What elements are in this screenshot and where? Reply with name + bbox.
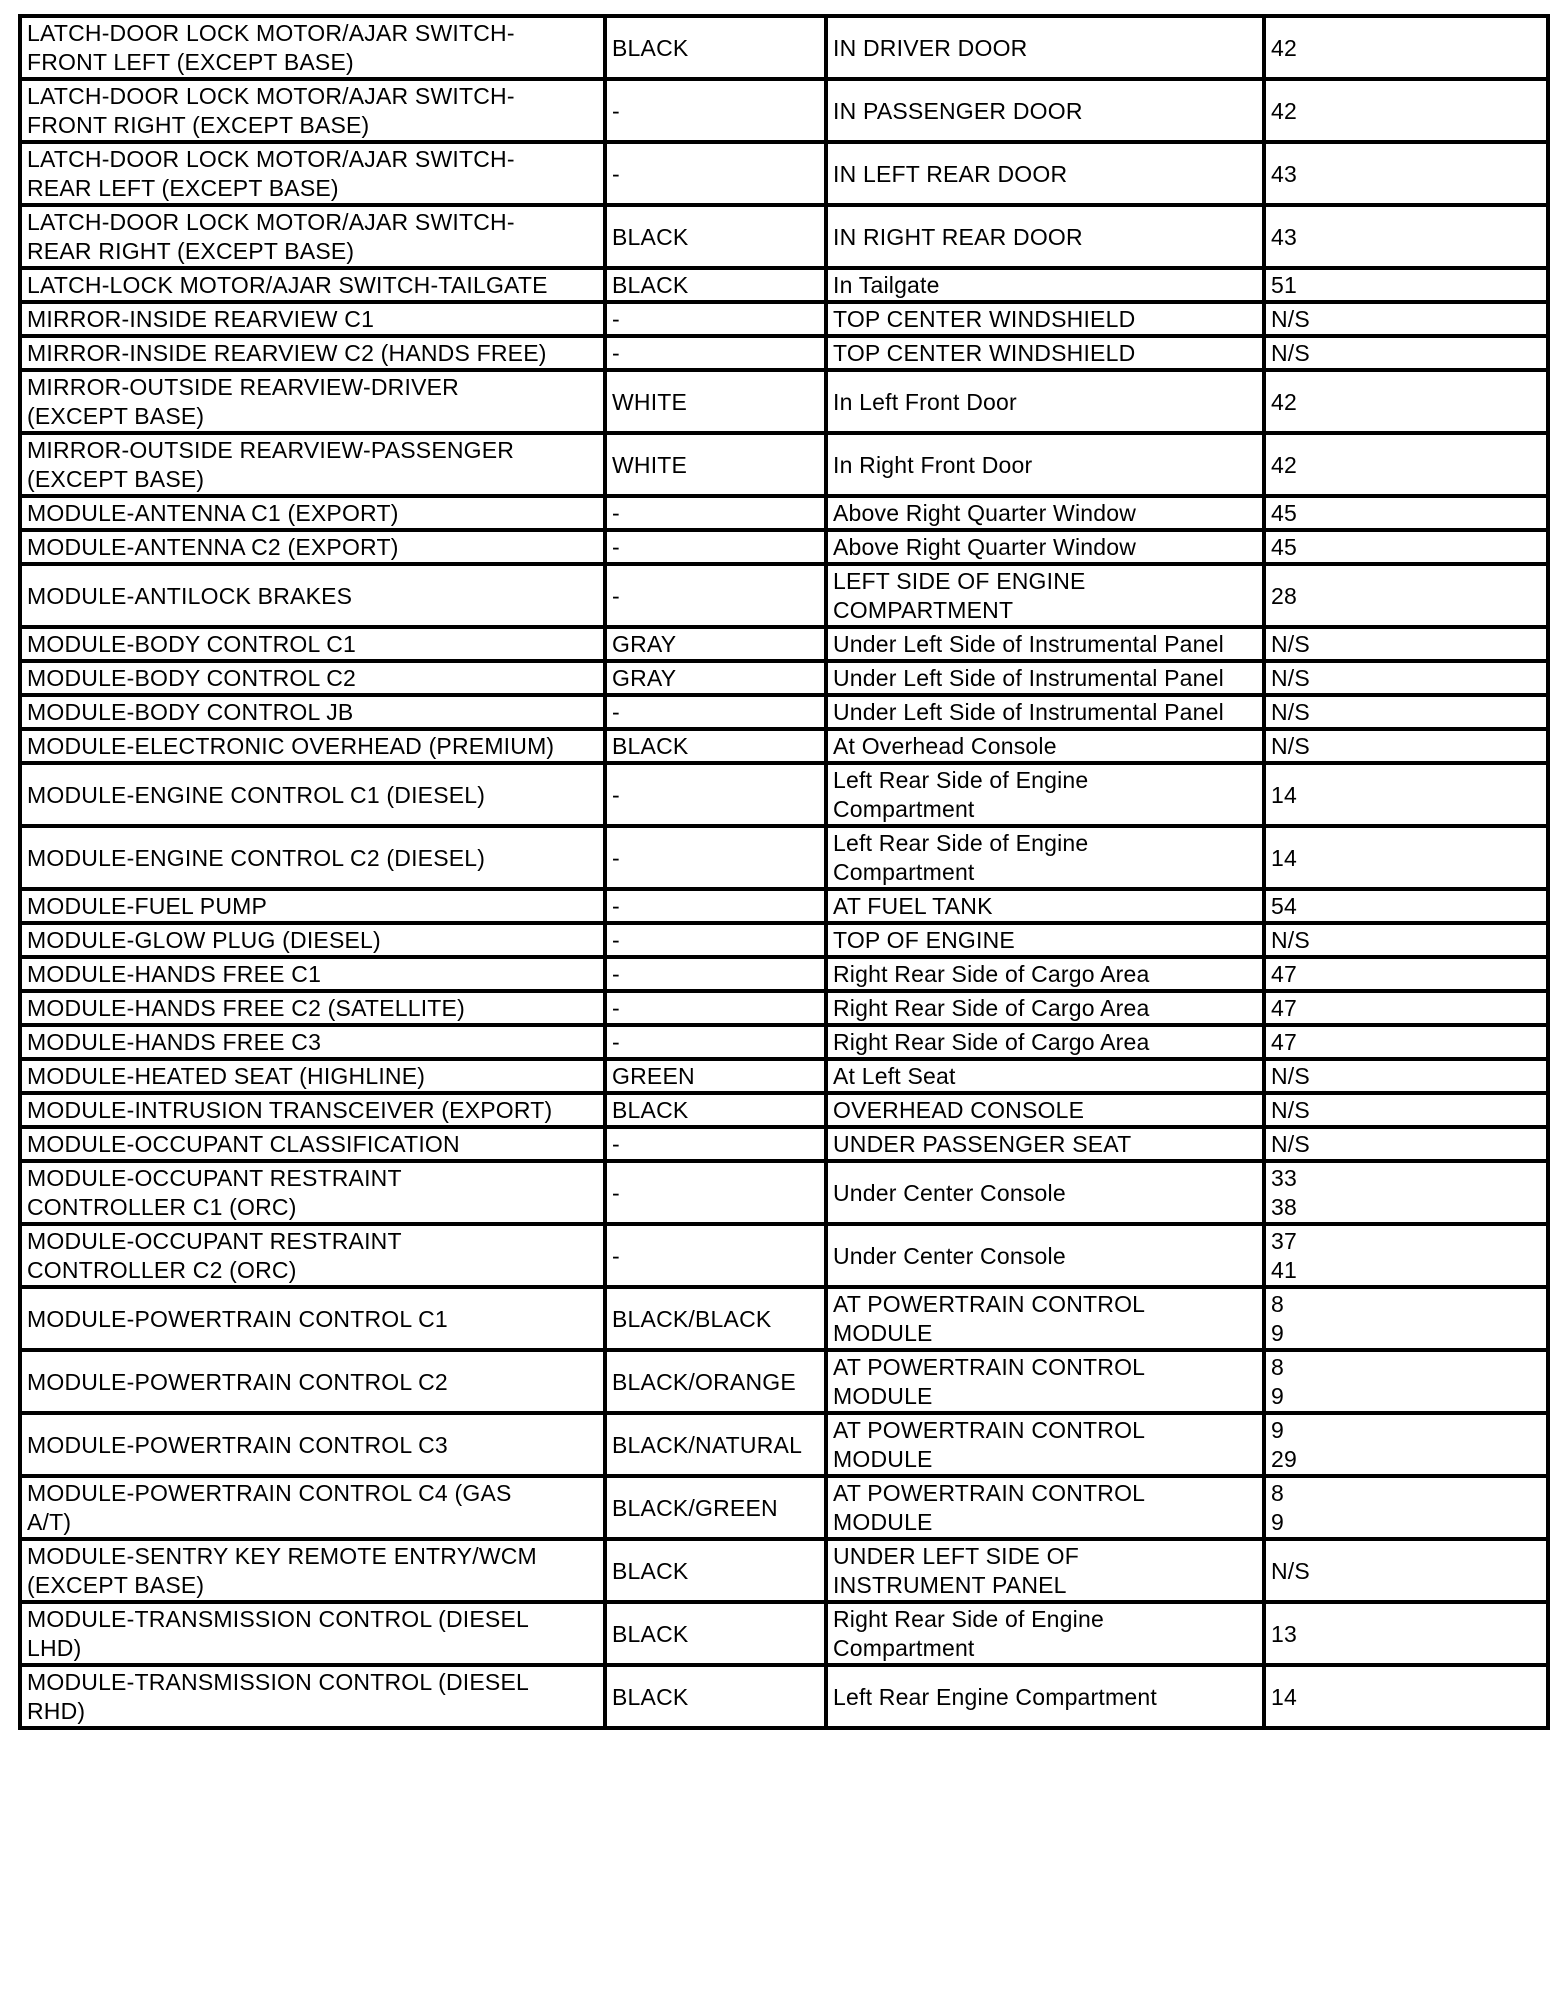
table-row [20, 627, 1548, 661]
table-row [20, 1127, 1548, 1161]
figure-number-cell: 51 [1264, 268, 1548, 302]
table-row [20, 695, 1548, 729]
component-name-cell: MODULE-POWERTRAIN CONTROL C1 [20, 1287, 605, 1350]
component-name-cell: MIRROR-INSIDE REARVIEW C2 (HANDS FREE) [20, 336, 605, 370]
figure-number-cell: 47 [1264, 1025, 1548, 1059]
location-cell: Right Rear Side of Cargo Area [826, 957, 1264, 991]
figure-number-cell: N/S [1264, 923, 1548, 957]
table-row [20, 1539, 1548, 1602]
figure-number-cell: 28 [1264, 564, 1548, 627]
table-row [20, 729, 1548, 763]
figure-number-cell: 54 [1264, 889, 1548, 923]
connector-color-cell: - [605, 763, 826, 826]
location-cell: AT POWERTRAIN CONTROL MODULE [826, 1476, 1264, 1539]
connector-color-cell: BLACK [605, 1602, 826, 1665]
figure-number-cell: 8 9 [1264, 1476, 1548, 1539]
figure-number-cell: N/S [1264, 1127, 1548, 1161]
location-cell: AT POWERTRAIN CONTROL MODULE [826, 1287, 1264, 1350]
component-name-cell: MODULE-POWERTRAIN CONTROL C3 [20, 1413, 605, 1476]
location-cell: Left Rear Side of Engine Compartment [826, 763, 1264, 826]
table-row [20, 923, 1548, 957]
figure-number-cell: N/S [1264, 661, 1548, 695]
figure-number-cell: N/S [1264, 729, 1548, 763]
component-name-cell: MODULE-ENGINE CONTROL C2 (DIESEL) [20, 826, 605, 889]
connector-color-cell: BLACK/GREEN [605, 1476, 826, 1539]
table-row [20, 661, 1548, 695]
figure-number-cell: 43 [1264, 142, 1548, 205]
location-cell: In Right Front Door [826, 433, 1264, 496]
location-cell: UNDER LEFT SIDE OF INSTRUMENT PANEL [826, 1539, 1264, 1602]
figure-number-cell: 37 41 [1264, 1224, 1548, 1287]
figure-number-cell: 47 [1264, 957, 1548, 991]
location-cell: In Tailgate [826, 268, 1264, 302]
connector-color-cell: BLACK [605, 16, 826, 79]
connector-color-cell: - [605, 1127, 826, 1161]
component-name-cell: MODULE-HANDS FREE C2 (SATELLITE) [20, 991, 605, 1025]
connector-color-cell: - [605, 1161, 826, 1224]
connector-color-cell: - [605, 302, 826, 336]
location-cell: At Left Seat [826, 1059, 1264, 1093]
connector-location-table [18, 14, 1550, 1730]
component-name-cell: MODULE-BODY CONTROL C2 [20, 661, 605, 695]
component-name-cell: MODULE-ENGINE CONTROL C1 (DIESEL) [20, 763, 605, 826]
component-name-cell: LATCH-LOCK MOTOR/AJAR SWITCH-TAILGATE [20, 268, 605, 302]
table-row [20, 957, 1548, 991]
table-row [20, 433, 1548, 496]
table-row [20, 205, 1548, 268]
component-name-cell: MODULE-TRANSMISSION CONTROL (DIESEL RHD) [20, 1665, 605, 1728]
component-name-cell: LATCH-DOOR LOCK MOTOR/AJAR SWITCH- FRONT LEFT (EXCEPT BASE) [20, 16, 605, 79]
table-row [20, 1025, 1548, 1059]
component-name-cell: MODULE-ANTILOCK BRAKES [20, 564, 605, 627]
figure-number-cell: 45 [1264, 530, 1548, 564]
connector-table-body [20, 16, 1548, 1728]
connector-color-cell: - [605, 1025, 826, 1059]
component-name-cell: MODULE-TRANSMISSION CONTROL (DIESEL LHD) [20, 1602, 605, 1665]
figure-number-cell: N/S [1264, 1093, 1548, 1127]
table-row [20, 1602, 1548, 1665]
connector-color-cell: BLACK [605, 1539, 826, 1602]
figure-number-cell: 14 [1264, 1665, 1548, 1728]
connector-color-cell: - [605, 695, 826, 729]
component-name-cell: LATCH-DOOR LOCK MOTOR/AJAR SWITCH- REAR LEFT (EXCEPT BASE) [20, 142, 605, 205]
table-row [20, 826, 1548, 889]
component-name-cell: MODULE-INTRUSION TRANSCEIVER (EXPORT) [20, 1093, 605, 1127]
figure-number-cell: 47 [1264, 991, 1548, 1025]
connector-color-cell: - [605, 142, 826, 205]
connector-color-cell: - [605, 530, 826, 564]
connector-color-cell: - [605, 79, 826, 142]
figure-number-cell: 45 [1264, 496, 1548, 530]
location-cell: Left Rear Engine Compartment [826, 1665, 1264, 1728]
component-name-cell: MODULE-OCCUPANT RESTRAINT CONTROLLER C1 (ORC) [20, 1161, 605, 1224]
table-row [20, 1093, 1548, 1127]
table-row [20, 268, 1548, 302]
connector-color-cell: BLACK [605, 1665, 826, 1728]
location-cell: Right Rear Side of Cargo Area [826, 991, 1264, 1025]
component-name-cell: LATCH-DOOR LOCK MOTOR/AJAR SWITCH- FRONT RIGHT (EXCEPT BASE) [20, 79, 605, 142]
component-name-cell: MODULE-ANTENNA C1 (EXPORT) [20, 496, 605, 530]
connector-color-cell: GREEN [605, 1059, 826, 1093]
figure-number-cell: 43 [1264, 205, 1548, 268]
location-cell: Under Center Console [826, 1224, 1264, 1287]
location-cell: Under Left Side of Instrumental Panel [826, 627, 1264, 661]
table-row [20, 1161, 1548, 1224]
location-cell: IN DRIVER DOOR [826, 16, 1264, 79]
location-cell: Above Right Quarter Window [826, 496, 1264, 530]
figure-number-cell: N/S [1264, 302, 1548, 336]
table-row [20, 1287, 1548, 1350]
figure-number-cell: N/S [1264, 695, 1548, 729]
component-name-cell: MODULE-OCCUPANT RESTRAINT CONTROLLER C2 (ORC) [20, 1224, 605, 1287]
connector-color-cell: - [605, 923, 826, 957]
table-row [20, 1059, 1548, 1093]
component-name-cell: MIRROR-INSIDE REARVIEW C1 [20, 302, 605, 336]
connector-color-cell: BLACK [605, 268, 826, 302]
connector-color-cell: BLACK/BLACK [605, 1287, 826, 1350]
location-cell: Above Right Quarter Window [826, 530, 1264, 564]
connector-color-cell: WHITE [605, 370, 826, 433]
table-row [20, 564, 1548, 627]
connector-color-cell: BLACK [605, 205, 826, 268]
location-cell: Right Rear Side of Cargo Area [826, 1025, 1264, 1059]
component-name-cell: MODULE-HANDS FREE C1 [20, 957, 605, 991]
component-name-cell: MODULE-BODY CONTROL C1 [20, 627, 605, 661]
location-cell: At Overhead Console [826, 729, 1264, 763]
component-name-cell: MIRROR-OUTSIDE REARVIEW-PASSENGER (EXCEPT BASE) [20, 433, 605, 496]
location-cell: OVERHEAD CONSOLE [826, 1093, 1264, 1127]
connector-color-cell: GRAY [605, 627, 826, 661]
location-cell: Under Center Console [826, 1161, 1264, 1224]
table-row [20, 79, 1548, 142]
location-cell: TOP OF ENGINE [826, 923, 1264, 957]
table-row [20, 16, 1548, 79]
location-cell: In Left Front Door [826, 370, 1264, 433]
figure-number-cell: 9 29 [1264, 1413, 1548, 1476]
figure-number-cell: 8 9 [1264, 1350, 1548, 1413]
location-cell: Under Left Side of Instrumental Panel [826, 661, 1264, 695]
location-cell: IN LEFT REAR DOOR [826, 142, 1264, 205]
connector-color-cell: GRAY [605, 661, 826, 695]
location-cell: Right Rear Side of Engine Compartment [826, 1602, 1264, 1665]
connector-color-cell: - [605, 826, 826, 889]
table-row [20, 1665, 1548, 1728]
table-row [20, 142, 1548, 205]
figure-number-cell: 42 [1264, 433, 1548, 496]
location-cell: UNDER PASSENGER SEAT [826, 1127, 1264, 1161]
figure-number-cell: 42 [1264, 370, 1548, 433]
table-row [20, 302, 1548, 336]
location-cell: TOP CENTER WINDSHIELD [826, 302, 1264, 336]
location-cell: AT FUEL TANK [826, 889, 1264, 923]
figure-number-cell: 14 [1264, 763, 1548, 826]
table-row [20, 1224, 1548, 1287]
component-name-cell: MIRROR-OUTSIDE REARVIEW-DRIVER (EXCEPT BASE) [20, 370, 605, 433]
table-row [20, 336, 1548, 370]
component-name-cell: MODULE-OCCUPANT CLASSIFICATION [20, 1127, 605, 1161]
connector-color-cell: - [605, 496, 826, 530]
connector-color-cell: BLACK/ORANGE [605, 1350, 826, 1413]
component-name-cell: MODULE-POWERTRAIN CONTROL C2 [20, 1350, 605, 1413]
table-row [20, 1476, 1548, 1539]
figure-number-cell: 14 [1264, 826, 1548, 889]
location-cell: LEFT SIDE OF ENGINE COMPARTMENT [826, 564, 1264, 627]
figure-number-cell: N/S [1264, 336, 1548, 370]
connector-color-cell: - [605, 889, 826, 923]
location-cell: TOP CENTER WINDSHIELD [826, 336, 1264, 370]
component-name-cell: MODULE-ELECTRONIC OVERHEAD (PREMIUM) [20, 729, 605, 763]
location-cell: IN PASSENGER DOOR [826, 79, 1264, 142]
location-cell: Under Left Side of Instrumental Panel [826, 695, 1264, 729]
location-cell: AT POWERTRAIN CONTROL MODULE [826, 1413, 1264, 1476]
location-cell: AT POWERTRAIN CONTROL MODULE [826, 1350, 1264, 1413]
connector-color-cell: - [605, 336, 826, 370]
figure-number-cell: 8 9 [1264, 1287, 1548, 1350]
connector-color-cell: - [605, 957, 826, 991]
figure-number-cell: N/S [1264, 1059, 1548, 1093]
connector-color-cell: BLACK/NATURAL [605, 1413, 826, 1476]
component-name-cell: MODULE-HEATED SEAT (HIGHLINE) [20, 1059, 605, 1093]
figure-number-cell: 42 [1264, 16, 1548, 79]
component-name-cell: LATCH-DOOR LOCK MOTOR/AJAR SWITCH- REAR RIGHT (EXCEPT BASE) [20, 205, 605, 268]
figure-number-cell: N/S [1264, 627, 1548, 661]
table-row [20, 370, 1548, 433]
component-name-cell: MODULE-ANTENNA C2 (EXPORT) [20, 530, 605, 564]
connector-color-cell: - [605, 1224, 826, 1287]
connector-color-cell: BLACK [605, 729, 826, 763]
figure-number-cell: 33 38 [1264, 1161, 1548, 1224]
table-row [20, 991, 1548, 1025]
connector-color-cell: WHITE [605, 433, 826, 496]
component-name-cell: MODULE-GLOW PLUG (DIESEL) [20, 923, 605, 957]
table-row [20, 1350, 1548, 1413]
component-name-cell: MODULE-POWERTRAIN CONTROL C4 (GAS A/T) [20, 1476, 605, 1539]
table-row [20, 530, 1548, 564]
component-name-cell: MODULE-BODY CONTROL JB [20, 695, 605, 729]
table-row [20, 763, 1548, 826]
connector-color-cell: BLACK [605, 1093, 826, 1127]
figure-number-cell: 13 [1264, 1602, 1548, 1665]
figure-number-cell: N/S [1264, 1539, 1548, 1602]
connector-color-cell: - [605, 564, 826, 627]
table-row [20, 496, 1548, 530]
component-name-cell: MODULE-SENTRY KEY REMOTE ENTRY/WCM (EXCEPT BASE) [20, 1539, 605, 1602]
location-cell: Left Rear Side of Engine Compartment [826, 826, 1264, 889]
component-name-cell: MODULE-HANDS FREE C3 [20, 1025, 605, 1059]
figure-number-cell: 42 [1264, 79, 1548, 142]
component-name-cell: MODULE-FUEL PUMP [20, 889, 605, 923]
connector-color-cell: - [605, 991, 826, 1025]
table-row [20, 1413, 1548, 1476]
table-row [20, 889, 1548, 923]
location-cell: IN RIGHT REAR DOOR [826, 205, 1264, 268]
